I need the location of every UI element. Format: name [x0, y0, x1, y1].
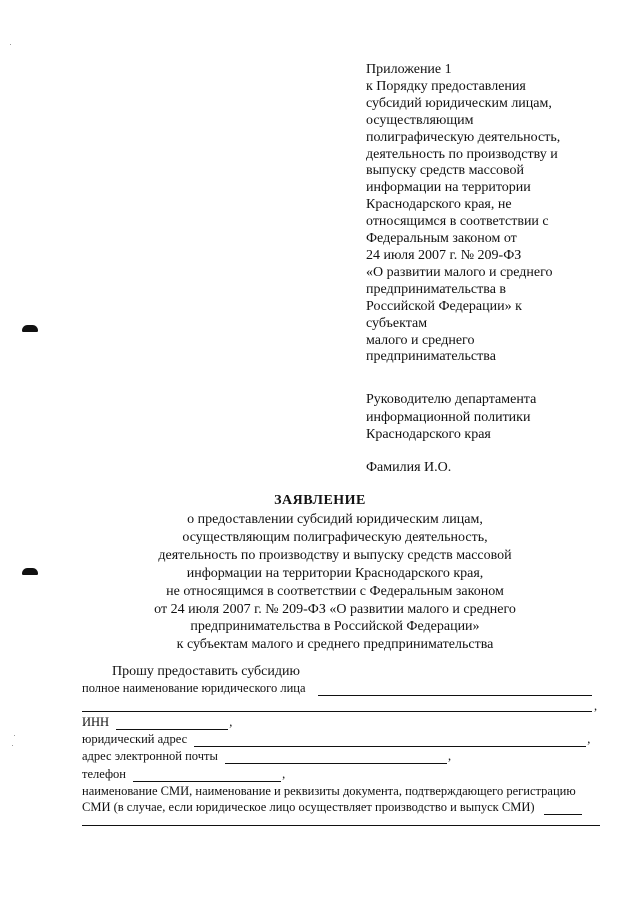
- appendix-line: субъектам: [366, 315, 428, 331]
- addressee-line: информационной политики: [366, 409, 531, 425]
- legal-address-field[interactable]: [194, 734, 586, 747]
- subtitle-line: предпринимательства в Российской Федерации»: [190, 619, 480, 635]
- addressee-line: Руководителю департамента: [366, 392, 537, 407]
- addressee-block: [366, 391, 616, 444]
- appendix-line: 24 июля 2007 г. № 209-ФЗ: [366, 247, 522, 263]
- subtitle-line: к субъектам малого и среднего предпринимательства: [176, 637, 494, 653]
- inn-row: [82, 715, 232, 731]
- email-row: [82, 749, 451, 765]
- appendix-line: предпринимательства в: [366, 281, 507, 297]
- appendix-line: предпринимательства: [366, 349, 496, 365]
- appendix-line: выпуску средств массовой: [366, 163, 525, 179]
- comma: ,: [282, 767, 286, 781]
- appendix-line: полиграфическую деятельность,: [366, 129, 561, 145]
- smi-label-line-2: СМИ (в случае, если юридическое лицо осуществляет производство и выпуск СМИ): [82, 800, 535, 814]
- addressee-name: Фамилия И.О.: [366, 460, 452, 475]
- appendix-line: малого и среднего: [366, 332, 475, 348]
- phone-label: телефон: [82, 767, 126, 781]
- statement-title: ЗАЯВЛЕНИЕ: [274, 493, 366, 508]
- scan-speck: [10, 44, 11, 45]
- appendix-line: «О развитии малого и среднего: [366, 264, 553, 280]
- scan-speck: [14, 735, 15, 736]
- appendix-line: осуществляющим: [366, 112, 474, 128]
- smi-field-continued[interactable]: [82, 813, 600, 826]
- subtitle-line: осуществляющим полиграфическую деятельность,: [182, 529, 488, 545]
- full-name-row: [82, 681, 592, 697]
- comma: ,: [587, 732, 591, 746]
- appendix-line: Российской Федерации» к: [366, 298, 522, 314]
- appendix-line: информации на территории: [366, 180, 531, 196]
- addressee-line: Краснодарского края: [366, 427, 491, 442]
- full-name-field[interactable]: [318, 683, 592, 696]
- legal-address-row: [82, 732, 590, 748]
- appendix-line: деятельность по производству и: [366, 146, 558, 162]
- request-text: Прошу предоставить субсидию: [112, 664, 300, 679]
- legal-address-label: юридический адрес: [82, 732, 188, 746]
- inn-label: ИНН: [82, 715, 110, 729]
- appendix-line: Приложение 1: [366, 62, 452, 77]
- full-name-label: полное наименование юридического лица: [82, 681, 306, 695]
- punch-hole-mark: [22, 325, 38, 332]
- email-label: адрес электронной почты: [82, 749, 218, 763]
- smi-label-line-1: наименование СМИ, наименование и реквизиты документа, подтверждающего регистрацию: [82, 784, 576, 798]
- scan-speck: [12, 745, 13, 746]
- email-field[interactable]: [225, 751, 447, 764]
- subtitle-line: от 24 июля 2007 г. № 209-ФЗ «О развитии малого и среднего: [154, 601, 516, 617]
- statement-subtitle: [90, 511, 580, 654]
- subtitle-line: информации на территории Краснодарского края,: [186, 565, 484, 581]
- appendix-line: относящимся в соответствии с: [366, 214, 549, 230]
- appendix-line: Краснодарского края, не: [366, 197, 512, 213]
- phone-row: [82, 767, 285, 783]
- comma: ,: [594, 699, 598, 713]
- inn-field[interactable]: [116, 717, 228, 730]
- punch-hole-mark: [22, 568, 38, 575]
- subtitle-line: не относящимся в соответствии с Федеральным законом: [166, 583, 504, 599]
- comma: ,: [229, 715, 233, 729]
- phone-field[interactable]: [133, 769, 281, 782]
- appendix-line: к Порядку предоставления: [366, 78, 526, 94]
- comma: ,: [447, 749, 452, 763]
- subtitle-line: о предоставлении субсидий юридическим лицам,: [187, 512, 483, 527]
- full-name-field-continued[interactable]: [82, 699, 592, 712]
- appendix-line: субсидий юридическим лицам,: [366, 95, 552, 111]
- subtitle-line: деятельность по производству и выпуску средств массовой: [158, 547, 512, 563]
- appendix-block: [366, 62, 616, 366]
- appendix-line: Федеральным законом от: [366, 231, 517, 247]
